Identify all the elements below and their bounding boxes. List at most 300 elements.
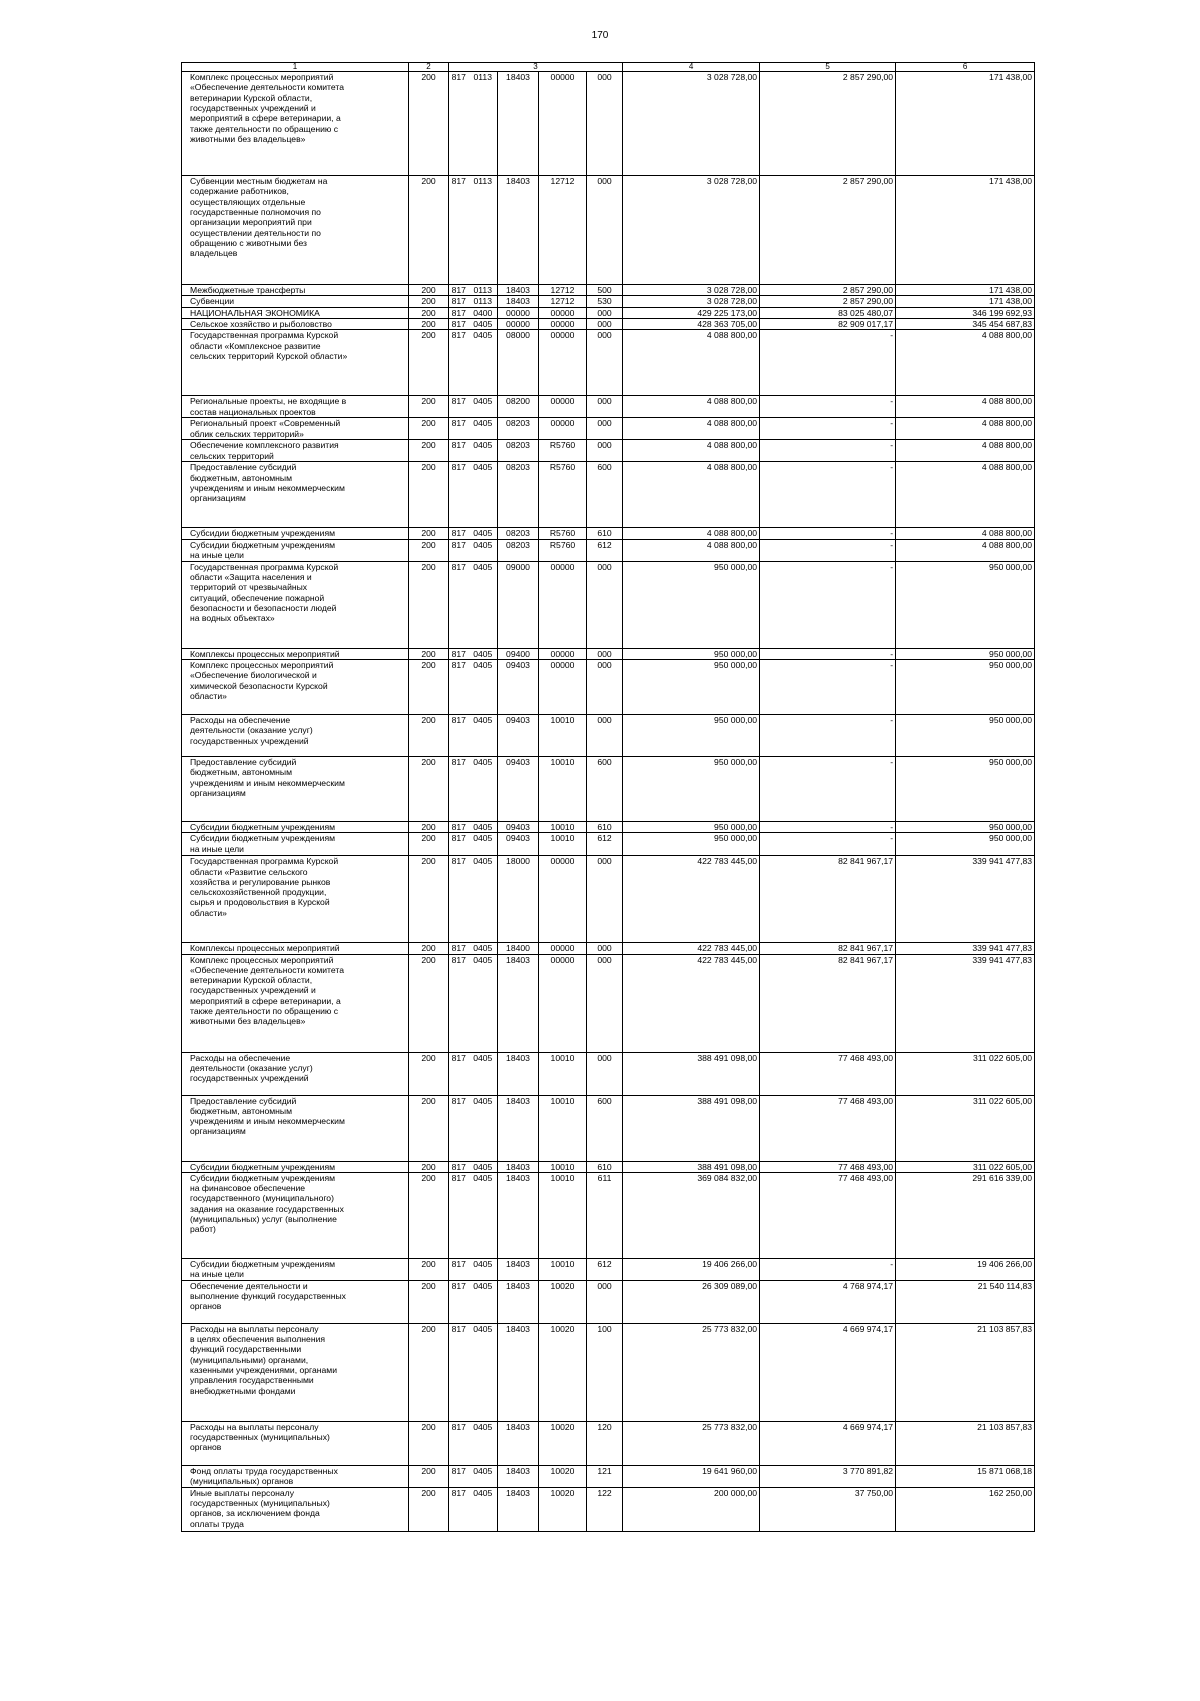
amount-col5: 3 770 891,82 [760, 1465, 896, 1487]
table-row [182, 1465, 1035, 1487]
code-grbs: 817 [449, 714, 469, 756]
code-program: 18403 [498, 1323, 539, 1421]
amount-col4: 200 000,00 [623, 1487, 760, 1531]
code-direction: 00000 [539, 648, 587, 659]
code-grbs: 817 [449, 462, 469, 528]
amount-col4: 3 028 728,00 [623, 72, 760, 176]
table-row [182, 307, 1035, 318]
code-direction: R5760 [539, 462, 587, 528]
code-grbs: 817 [449, 1172, 469, 1258]
code-col2: 200 [409, 462, 449, 528]
code-direction: 00000 [539, 943, 587, 954]
row-name: Предоставление субсидий бюджетным, автономным учреждениям и иным некоммерческим организациям [182, 1095, 409, 1161]
code-grbs: 817 [449, 648, 469, 659]
code-program: 08203 [498, 528, 539, 539]
code-program: 18400 [498, 943, 539, 954]
code-expense-type: 120 [587, 1421, 623, 1465]
header-row [182, 63, 1035, 72]
code-grbs: 817 [449, 659, 469, 714]
row-name: Фонд оплаты труда государственных (муниципальных) органов [182, 1465, 409, 1487]
code-col2: 200 [409, 1323, 449, 1421]
code-section: 0405 [469, 1487, 498, 1531]
code-expense-type: 000 [587, 72, 623, 176]
code-program: 09403 [498, 659, 539, 714]
code-program: 18403 [498, 1421, 539, 1465]
code-direction: 00000 [539, 561, 587, 648]
amount-col4: 388 491 098,00 [623, 1052, 760, 1095]
code-col2: 200 [409, 307, 449, 318]
code-program: 09403 [498, 833, 539, 856]
amount-col5: 82 841 967,17 [760, 954, 896, 1052]
code-section: 0405 [469, 528, 498, 539]
code-expense-type: 600 [587, 756, 623, 821]
table-row [182, 285, 1035, 296]
code-section: 0405 [469, 330, 498, 396]
code-section: 0405 [469, 1465, 498, 1487]
amount-col5: 4 669 974,17 [760, 1421, 896, 1465]
code-section: 0405 [469, 462, 498, 528]
code-section: 0405 [469, 1095, 498, 1161]
code-program: 09000 [498, 561, 539, 648]
table-row [182, 176, 1035, 285]
code-program: 09400 [498, 648, 539, 659]
code-program: 18403 [498, 72, 539, 176]
code-expense-type: 612 [587, 539, 623, 561]
budget-table [181, 62, 1035, 1532]
code-grbs: 817 [449, 296, 469, 307]
code-expense-type: 000 [587, 307, 623, 318]
code-direction: 10010 [539, 756, 587, 821]
code-grbs: 817 [449, 307, 469, 318]
table-row [182, 1161, 1035, 1172]
amount-col5: 82 841 967,17 [760, 856, 896, 943]
amount-col4: 428 363 705,00 [623, 318, 760, 329]
row-name: Комплексы процессных мероприятий [182, 943, 409, 954]
code-direction: 00000 [539, 954, 587, 1052]
amount-col5: - [760, 396, 896, 418]
amount-col4: 19 641 960,00 [623, 1465, 760, 1487]
code-grbs: 817 [449, 1323, 469, 1421]
code-direction: 10020 [539, 1465, 587, 1487]
row-name: Региональный проект «Современный облик сельских территорий» [182, 418, 409, 440]
amount-col4: 422 783 445,00 [623, 954, 760, 1052]
amount-col4: 3 028 728,00 [623, 285, 760, 296]
code-section: 0405 [469, 418, 498, 440]
code-section: 0405 [469, 1421, 498, 1465]
amount-col6: 950 000,00 [896, 821, 1035, 832]
code-direction: 10020 [539, 1323, 587, 1421]
code-expense-type: 000 [587, 659, 623, 714]
code-section: 0113 [469, 285, 498, 296]
row-name: Комплекс процессных мероприятий «Обеспечение деятельности комитета ветеринарии Курской области, государственных учреждений и мероприятий в сфере ветеринарии, а также деятельности по обращению с животными без владельцев» [182, 72, 409, 176]
amount-col6: 21 540 114,83 [896, 1280, 1035, 1323]
table-row [182, 821, 1035, 832]
code-grbs: 817 [449, 1258, 469, 1280]
row-name: Иные выплаты персоналу государственных (муниципальных) органов, за исключением фонда оплаты труда [182, 1487, 409, 1531]
code-program: 09403 [498, 821, 539, 832]
code-col2: 200 [409, 714, 449, 756]
code-expense-type: 612 [587, 833, 623, 856]
code-expense-type: 121 [587, 1465, 623, 1487]
amount-col4: 26 309 089,00 [623, 1280, 760, 1323]
amount-col5: - [760, 561, 896, 648]
code-section: 0405 [469, 1161, 498, 1172]
code-grbs: 817 [449, 1161, 469, 1172]
code-direction: 00000 [539, 856, 587, 943]
row-name: Обеспечение деятельности и выполнение функций государственных органов [182, 1280, 409, 1323]
code-grbs: 817 [449, 330, 469, 396]
code-col2: 200 [409, 539, 449, 561]
amount-col5: - [760, 330, 896, 396]
code-program: 18403 [498, 1280, 539, 1323]
code-program: 18403 [498, 1487, 539, 1531]
table-row [182, 943, 1035, 954]
amount-col4: 4 088 800,00 [623, 396, 760, 418]
code-col2: 200 [409, 648, 449, 659]
row-name: Предоставление субсидий бюджетным, автономным учреждениям и иным некоммерческим организациям [182, 462, 409, 528]
code-expense-type: 000 [587, 561, 623, 648]
amount-col5: - [760, 1258, 896, 1280]
amount-col6: 345 454 687,83 [896, 318, 1035, 329]
amount-col6: 15 871 068,18 [896, 1465, 1035, 1487]
code-section: 0405 [469, 954, 498, 1052]
code-direction: 12712 [539, 285, 587, 296]
code-col2: 200 [409, 528, 449, 539]
code-col2: 200 [409, 833, 449, 856]
amount-col6: 4 088 800,00 [896, 418, 1035, 440]
code-col2: 200 [409, 1465, 449, 1487]
code-direction: 10020 [539, 1487, 587, 1531]
table-row [182, 756, 1035, 821]
header-cell: 4 [623, 63, 760, 72]
code-section: 0405 [469, 396, 498, 418]
table-row [182, 296, 1035, 307]
code-expense-type: 610 [587, 528, 623, 539]
code-grbs: 817 [449, 1487, 469, 1531]
amount-col6: 4 088 800,00 [896, 528, 1035, 539]
amount-col4: 25 773 832,00 [623, 1421, 760, 1465]
amount-col5: 4 669 974,17 [760, 1323, 896, 1421]
code-expense-type: 000 [587, 714, 623, 756]
code-expense-type: 610 [587, 821, 623, 832]
code-program: 08200 [498, 396, 539, 418]
row-name: Межбюджетные трансферты [182, 285, 409, 296]
code-direction: 10010 [539, 1172, 587, 1258]
code-col2: 200 [409, 318, 449, 329]
amount-col5: - [760, 462, 896, 528]
code-direction: 10010 [539, 1161, 587, 1172]
code-section: 0405 [469, 1052, 498, 1095]
row-name: Государственная программа Курской области «Защита населения и территорий от чрезвычайных ситуаций, обеспечение пожарной безопасности и безопасности людей на водных объектах» [182, 561, 409, 648]
amount-col6: 4 088 800,00 [896, 462, 1035, 528]
code-expense-type: 000 [587, 954, 623, 1052]
code-program: 09403 [498, 714, 539, 756]
code-grbs: 817 [449, 1280, 469, 1323]
row-name: Субсидии бюджетным учреждениям на иные цели [182, 833, 409, 856]
amount-col4: 4 088 800,00 [623, 528, 760, 539]
amount-col4: 4 088 800,00 [623, 462, 760, 528]
code-section: 0405 [469, 648, 498, 659]
code-direction: 00000 [539, 330, 587, 396]
code-expense-type: 000 [587, 176, 623, 285]
code-expense-type: 000 [587, 330, 623, 396]
row-name: Субвенции [182, 296, 409, 307]
code-program: 18403 [498, 1095, 539, 1161]
code-direction: 10010 [539, 714, 587, 756]
code-program: 18403 [498, 296, 539, 307]
row-name: Субсидии бюджетным учреждениям [182, 528, 409, 539]
code-grbs: 817 [449, 856, 469, 943]
code-grbs: 817 [449, 285, 469, 296]
row-name: Субсидии бюджетным учреждениям на иные цели [182, 1258, 409, 1280]
amount-col6: 311 022 605,00 [896, 1052, 1035, 1095]
amount-col6: 339 941 477,83 [896, 856, 1035, 943]
code-section: 0405 [469, 943, 498, 954]
amount-col6: 291 616 339,00 [896, 1172, 1035, 1258]
code-section: 0405 [469, 856, 498, 943]
code-direction: 00000 [539, 418, 587, 440]
amount-col5: 83 025 480,07 [760, 307, 896, 318]
amount-col5: 2 857 290,00 [760, 176, 896, 285]
table-row [182, 659, 1035, 714]
code-grbs: 817 [449, 1421, 469, 1465]
amount-col6: 4 088 800,00 [896, 330, 1035, 396]
amount-col5: 77 468 493,00 [760, 1052, 896, 1095]
amount-col5: 2 857 290,00 [760, 72, 896, 176]
code-expense-type: 611 [587, 1172, 623, 1258]
code-program: 00000 [498, 318, 539, 329]
amount-col6: 950 000,00 [896, 714, 1035, 756]
code-section: 0405 [469, 440, 498, 462]
code-grbs: 817 [449, 440, 469, 462]
row-name: Расходы на выплаты персоналу в целях обеспечения выполнения функций государственными (муниципальными) органами, казенными учреждениями, органами управления государственными внебюджетными фондами [182, 1323, 409, 1421]
table-row [182, 954, 1035, 1052]
code-col2: 200 [409, 396, 449, 418]
amount-col4: 3 028 728,00 [623, 296, 760, 307]
amount-col6: 311 022 605,00 [896, 1095, 1035, 1161]
code-direction: 00000 [539, 72, 587, 176]
code-direction: 12712 [539, 176, 587, 285]
row-name: Субвенции местным бюджетам на содержание работников, осуществляющих отдельные государственные полномочия по организации мероприятий при осуществлении деятельности по обращению с животными без владельцев [182, 176, 409, 285]
code-direction: 10010 [539, 1095, 587, 1161]
amount-col6: 162 250,00 [896, 1487, 1035, 1531]
table-row [182, 396, 1035, 418]
table-row [182, 528, 1035, 539]
amount-col4: 950 000,00 [623, 648, 760, 659]
table-row [182, 1258, 1035, 1280]
table-row [182, 833, 1035, 856]
row-name: НАЦИОНАЛЬНАЯ ЭКОНОМИКА [182, 307, 409, 318]
amount-col6: 171 438,00 [896, 296, 1035, 307]
code-section: 0400 [469, 307, 498, 318]
code-col2: 200 [409, 1280, 449, 1323]
code-program: 09403 [498, 756, 539, 821]
amount-col4: 422 783 445,00 [623, 856, 760, 943]
code-program: 08000 [498, 330, 539, 396]
code-col2: 200 [409, 1421, 449, 1465]
amount-col6: 950 000,00 [896, 756, 1035, 821]
code-col2: 200 [409, 296, 449, 307]
amount-col4: 950 000,00 [623, 756, 760, 821]
code-section: 0405 [469, 833, 498, 856]
amount-col6: 4 088 800,00 [896, 440, 1035, 462]
header-cell: 2 [409, 63, 449, 72]
amount-col5: - [760, 833, 896, 856]
code-direction: R5760 [539, 539, 587, 561]
code-col2: 200 [409, 954, 449, 1052]
code-expense-type: 100 [587, 1323, 623, 1421]
amount-col5: 82 841 967,17 [760, 943, 896, 954]
row-name: Расходы на обеспечение деятельности (оказание услуг) государственных учреждений [182, 714, 409, 756]
table-row [182, 714, 1035, 756]
amount-col4: 950 000,00 [623, 659, 760, 714]
amount-col4: 4 088 800,00 [623, 418, 760, 440]
row-name: Государственная программа Курской области «Комплексное развитие сельских территорий Курской области» [182, 330, 409, 396]
amount-col5: 2 857 290,00 [760, 285, 896, 296]
amount-col5: 2 857 290,00 [760, 296, 896, 307]
code-grbs: 817 [449, 396, 469, 418]
code-direction: 10010 [539, 1052, 587, 1095]
amount-col6: 19 406 266,00 [896, 1258, 1035, 1280]
amount-col5: - [760, 648, 896, 659]
amount-col4: 19 406 266,00 [623, 1258, 760, 1280]
amount-col6: 4 088 800,00 [896, 539, 1035, 561]
code-section: 0405 [469, 561, 498, 648]
code-grbs: 817 [449, 176, 469, 285]
code-col2: 200 [409, 330, 449, 396]
amount-col4: 388 491 098,00 [623, 1161, 760, 1172]
code-section: 0405 [469, 318, 498, 329]
code-direction: 00000 [539, 396, 587, 418]
code-col2: 200 [409, 1258, 449, 1280]
amount-col5: - [760, 821, 896, 832]
table-row [182, 1421, 1035, 1465]
code-expense-type: 500 [587, 285, 623, 296]
code-grbs: 817 [449, 954, 469, 1052]
table-row [182, 539, 1035, 561]
table-row [182, 318, 1035, 329]
table-row [182, 72, 1035, 176]
code-program: 08203 [498, 440, 539, 462]
code-grbs: 817 [449, 756, 469, 821]
code-section: 0405 [469, 1258, 498, 1280]
amount-col4: 950 000,00 [623, 833, 760, 856]
code-direction: 10010 [539, 821, 587, 832]
table-row [182, 648, 1035, 659]
header-cell: 5 [760, 63, 896, 72]
amount-col5: - [760, 756, 896, 821]
code-direction: 10010 [539, 833, 587, 856]
code-grbs: 817 [449, 318, 469, 329]
amount-col6: 21 103 857,83 [896, 1323, 1035, 1421]
code-grbs: 817 [449, 561, 469, 648]
code-col2: 200 [409, 1095, 449, 1161]
code-section: 0113 [469, 72, 498, 176]
code-program: 18403 [498, 285, 539, 296]
code-program: 08203 [498, 462, 539, 528]
code-expense-type: 000 [587, 1280, 623, 1323]
row-name: Комплексы процессных мероприятий [182, 648, 409, 659]
code-col2: 200 [409, 756, 449, 821]
amount-col5: - [760, 418, 896, 440]
code-grbs: 817 [449, 1095, 469, 1161]
code-direction: R5760 [539, 528, 587, 539]
code-grbs: 817 [449, 528, 469, 539]
code-col2: 200 [409, 821, 449, 832]
code-expense-type: 612 [587, 1258, 623, 1280]
code-col2: 200 [409, 1052, 449, 1095]
code-program: 00000 [498, 307, 539, 318]
code-grbs: 817 [449, 539, 469, 561]
row-name: Расходы на выплаты персоналу государственных (муниципальных) органов [182, 1421, 409, 1465]
amount-col5: - [760, 659, 896, 714]
code-col2: 200 [409, 285, 449, 296]
amount-col5: - [760, 528, 896, 539]
table-row [182, 1172, 1035, 1258]
amount-col4: 422 783 445,00 [623, 943, 760, 954]
table-row [182, 1323, 1035, 1421]
code-grbs: 817 [449, 1052, 469, 1095]
amount-col4: 429 225 173,00 [623, 307, 760, 318]
amount-col5: 77 468 493,00 [760, 1172, 896, 1258]
amount-col4: 4 088 800,00 [623, 440, 760, 462]
amount-col5: - [760, 539, 896, 561]
amount-col4: 388 491 098,00 [623, 1095, 760, 1161]
amount-col6: 950 000,00 [896, 833, 1035, 856]
code-section: 0405 [469, 1280, 498, 1323]
code-expense-type: 600 [587, 462, 623, 528]
page-number: 170 [591, 30, 609, 41]
code-direction: 00000 [539, 659, 587, 714]
code-col2: 200 [409, 943, 449, 954]
table-row [182, 418, 1035, 440]
amount-col6: 171 438,00 [896, 72, 1035, 176]
code-expense-type: 530 [587, 296, 623, 307]
amount-col4: 950 000,00 [623, 714, 760, 756]
code-direction: 10020 [539, 1421, 587, 1465]
amount-col5: 37 750,00 [760, 1487, 896, 1531]
row-name: Расходы на обеспечение деятельности (оказание услуг) государственных учреждений [182, 1052, 409, 1095]
code-col2: 200 [409, 1172, 449, 1258]
code-col2: 200 [409, 440, 449, 462]
code-expense-type: 000 [587, 418, 623, 440]
amount-col4: 4 088 800,00 [623, 539, 760, 561]
code-grbs: 817 [449, 943, 469, 954]
row-name: Обеспечение комплексного развития сельских территорий [182, 440, 409, 462]
table-row [182, 1052, 1035, 1095]
amount-col4: 25 773 832,00 [623, 1323, 760, 1421]
amount-col5: - [760, 440, 896, 462]
amount-col6: 21 103 857,83 [896, 1421, 1035, 1465]
amount-col6: 4 088 800,00 [896, 396, 1035, 418]
amount-col5: 77 468 493,00 [760, 1095, 896, 1161]
table-row [182, 440, 1035, 462]
code-section: 0113 [469, 296, 498, 307]
code-program: 18403 [498, 1258, 539, 1280]
amount-col5: 77 468 493,00 [760, 1161, 896, 1172]
code-direction: 10020 [539, 1280, 587, 1323]
amount-col5: 82 909 017,17 [760, 318, 896, 329]
table-row [182, 561, 1035, 648]
code-expense-type: 600 [587, 1095, 623, 1161]
amount-col5: - [760, 714, 896, 756]
code-col2: 200 [409, 72, 449, 176]
table-row [182, 1095, 1035, 1161]
table-row [182, 462, 1035, 528]
code-direction: R5760 [539, 440, 587, 462]
code-grbs: 817 [449, 418, 469, 440]
code-section: 0405 [469, 539, 498, 561]
